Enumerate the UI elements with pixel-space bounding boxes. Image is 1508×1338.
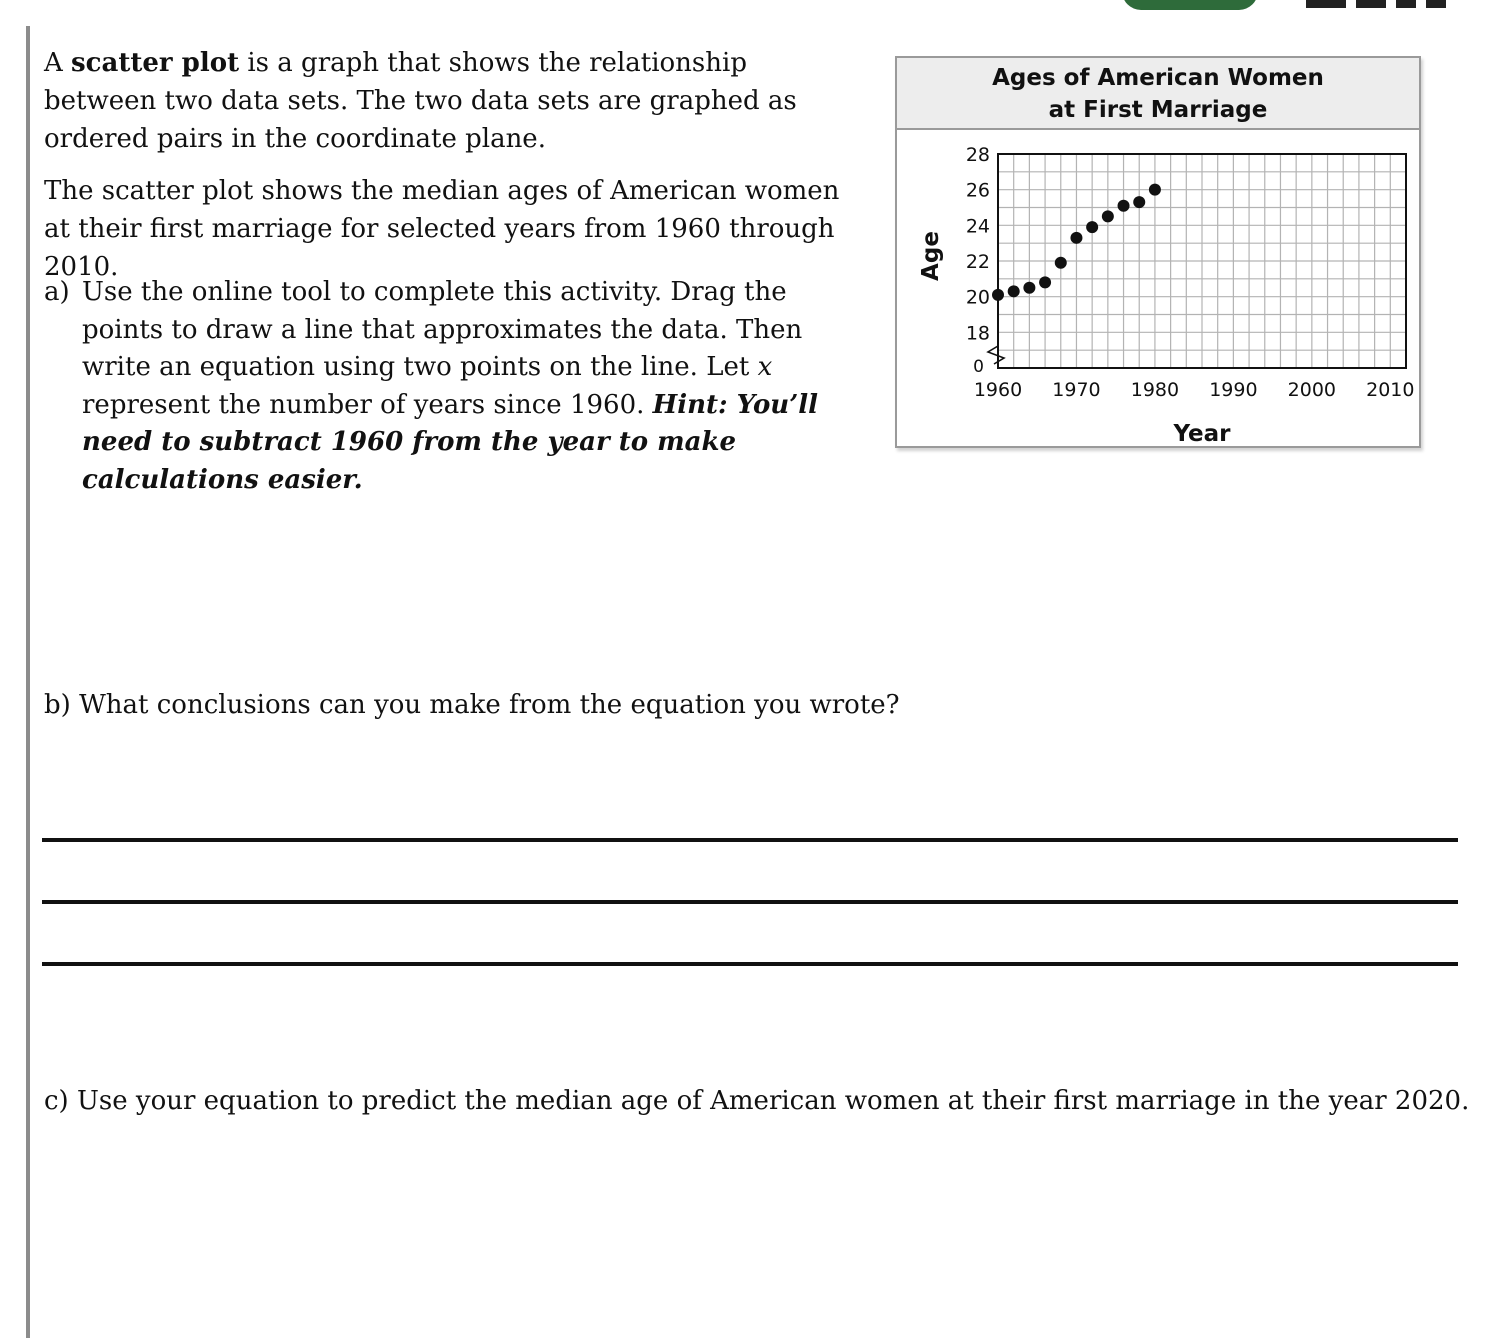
chart-title: Ages of American Women at First Marriage <box>897 58 1419 130</box>
y-zero-label: 0 <box>973 357 984 377</box>
y-tick-label: 20 <box>965 286 990 309</box>
y-axis-label: Age <box>918 231 944 281</box>
top-icon-fragment <box>1306 0 1446 8</box>
x-tick-label: 1980 <box>1130 379 1180 401</box>
data-point <box>1023 282 1035 294</box>
variable-x: x <box>757 352 773 382</box>
question-c: c) Use your equation to predict the median age of American women at their first marriage in the year 2020. <box>44 1086 1470 1116</box>
y-tick-label: 26 <box>965 179 990 202</box>
data-point <box>1118 200 1130 212</box>
intro-definition: A scatter plot is a graph that shows the relationship between two data sets. The two data sets are graphed as ordered pairs in the coordinate plane. <box>44 48 797 154</box>
data-point <box>1055 257 1067 269</box>
top-button-fragment[interactable] <box>1122 0 1258 10</box>
left-margin-rule <box>26 26 30 1338</box>
x-tick-label: 2000 <box>1287 379 1337 401</box>
hint-text: Hint: You’ll need to subtract 1960 from the year to make calculations easier. <box>82 389 819 495</box>
x-axis-label: Year <box>1173 421 1231 446</box>
scatter-chart <box>895 56 1421 448</box>
data-point <box>1070 232 1082 244</box>
x-tick-label: 1960 <box>973 379 1023 401</box>
data-point <box>1102 210 1114 222</box>
data-point <box>992 289 1004 301</box>
x-tick-label: 1970 <box>1052 379 1101 401</box>
y-tick-label: 22 <box>965 251 990 273</box>
scatter-plot-area <box>897 58 1419 446</box>
term-scatter-plot: scatter plot <box>71 48 240 78</box>
data-point <box>1133 196 1145 208</box>
intro-description: The scatter plot shows the median ages of American women at their first marriage for selected years from 1960 through 2010. <box>44 176 840 282</box>
y-tick-label: 24 <box>965 215 990 238</box>
y-tick-label: 18 <box>965 322 990 345</box>
data-point <box>1008 285 1020 297</box>
data-point <box>1086 221 1098 233</box>
x-tick-label: 2010 <box>1366 379 1415 401</box>
answer-line-1[interactable] <box>42 838 1458 842</box>
question-a-label: a) <box>44 277 70 307</box>
y-tick-label: 28 <box>965 144 990 166</box>
question-b: b) What conclusions can you make from the equation you wrote? <box>44 690 900 720</box>
x-tick-label: 1990 <box>1209 379 1258 401</box>
answer-line-3[interactable] <box>42 962 1458 966</box>
answer-line-2[interactable] <box>42 900 1458 904</box>
axis-break-icon <box>988 346 1004 364</box>
data-point <box>1149 184 1161 196</box>
question-a: a) Use the online tool to complete this activity. Drag the points to draw a line that approximates the data. Then write an equation using two points on the line. Let x represent the number of years since 1960. Hint: You’ll need to subtract 1960 from the year to make calculations easier. <box>44 274 844 499</box>
data-point <box>1039 276 1051 288</box>
